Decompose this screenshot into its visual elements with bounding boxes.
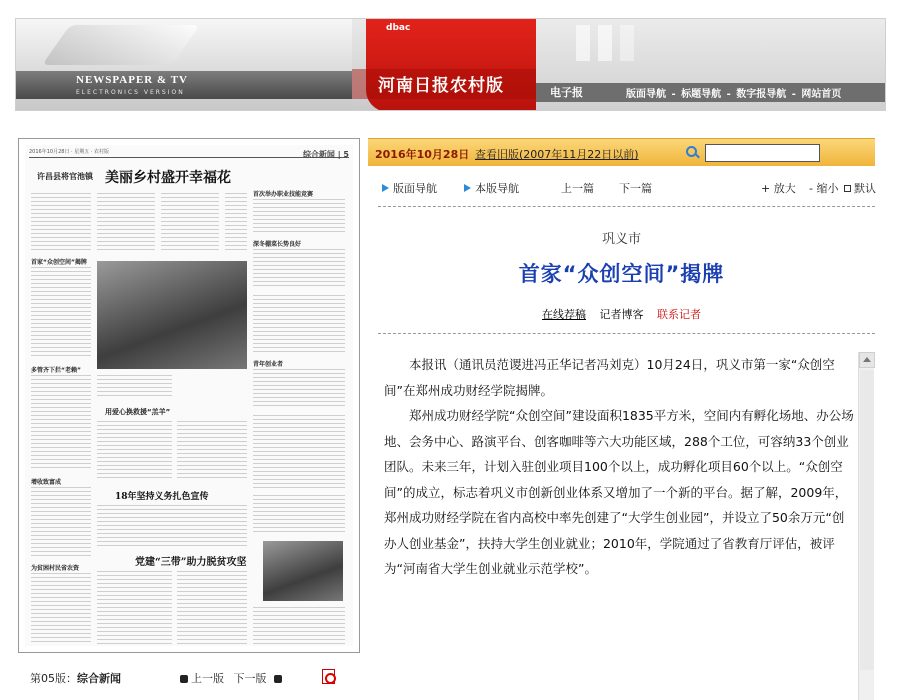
date-bar bbox=[368, 138, 875, 166]
banner-nav-links bbox=[626, 85, 843, 100]
newspaper-page bbox=[25, 145, 353, 646]
text-column bbox=[225, 193, 247, 253]
side-headline[interactable]: 增收致富成 bbox=[31, 479, 62, 486]
text-column bbox=[97, 421, 172, 481]
side-headline[interactable]: 为贫困村民省农资 bbox=[31, 565, 80, 572]
news-photo bbox=[97, 261, 247, 369]
nav-title-link[interactable]: 标题导航 bbox=[681, 89, 722, 100]
search-icon[interactable] bbox=[686, 146, 697, 157]
page-number-label: 第05版： bbox=[30, 672, 77, 685]
article-bylines bbox=[368, 306, 875, 322]
default-size-label: 默认 bbox=[854, 182, 876, 195]
square-bullet-icon bbox=[180, 675, 188, 683]
online-submit-link[interactable]: 在线荐稿 bbox=[542, 308, 586, 321]
page-nav-label: 本版导航 bbox=[475, 182, 519, 195]
layout-nav-link[interactable] bbox=[382, 180, 437, 196]
text-column bbox=[253, 607, 345, 645]
contact-reporter-link[interactable]: 联系记者 bbox=[657, 308, 701, 321]
article-body bbox=[384, 352, 856, 582]
article-paragraph: 郑州成功财经学院“众创空间”建设面积1835平方米，空间内有孵化场地、办公场地、会务中心、路演平台、创客咖啡等六大功能区域，288个工位，可容纳33个创业团队。未来三年，计划入驻创业项目100个以上，成功孵化项目60个以上。“众创空间”的成立，标志着巩义市创新创业体系又增加了一个新的平台。据了解，2009年，郑州成功财经学院在省内高校中率先创建了“大学生创业园”，并设立了50余万元“创办人创业基金”，扶持大学生创业就业；2010年，学院通过了省教育厅评估，被评为“河南省大学生创业就业示范学校”。 bbox=[384, 408, 854, 576]
prev-article-link[interactable]: 上一篇 bbox=[561, 182, 594, 195]
text-column bbox=[161, 193, 219, 253]
text-column bbox=[97, 505, 247, 549]
pdf-download-icon[interactable] bbox=[322, 669, 335, 684]
right-headline[interactable]: 首次举办职业技能竞赛 bbox=[253, 191, 314, 198]
arrow-right-icon bbox=[464, 184, 471, 192]
decor-tile bbox=[576, 25, 590, 61]
text-column bbox=[31, 573, 91, 645]
text-column bbox=[31, 267, 91, 359]
scroll-track[interactable] bbox=[860, 370, 874, 670]
banner-tagline: NEWSPAPER & TV bbox=[76, 74, 188, 86]
old-edition-link[interactable]: 查看旧版(2007年11月22日以前) bbox=[475, 148, 639, 161]
nav-layout-link[interactable]: 版面导航 bbox=[626, 89, 666, 100]
news-photo bbox=[263, 541, 343, 601]
decor-tile bbox=[598, 25, 612, 61]
text-column bbox=[253, 249, 345, 289]
nav-home-link[interactable]: 网站首页 bbox=[801, 89, 842, 100]
masthead-section: 综合新闻 | 5 bbox=[302, 150, 349, 159]
text-column bbox=[31, 375, 91, 471]
zoom-out-button[interactable]: - 缩小 bbox=[809, 182, 839, 195]
text-column bbox=[253, 495, 345, 535]
headline-4[interactable]: 用爱心换救援“羔羊” bbox=[105, 408, 171, 416]
text-column bbox=[177, 421, 247, 481]
edition-label: 电子报 bbox=[550, 86, 583, 99]
site-banner bbox=[15, 18, 886, 111]
nav-digital-link[interactable]: 数字报导航 bbox=[736, 89, 787, 100]
text-column bbox=[253, 369, 345, 409]
search-input[interactable] bbox=[705, 144, 820, 162]
headline-3[interactable]: 18年坚持义务扎色宣传 bbox=[115, 492, 209, 502]
text-column bbox=[253, 199, 345, 233]
banner-brand-area bbox=[16, 19, 352, 111]
zoom-in-button[interactable]: + 放大 bbox=[761, 182, 796, 195]
prev-page-link[interactable]: 上一版 bbox=[191, 672, 224, 685]
text-column bbox=[97, 193, 155, 253]
page-section-name: 综合新闻 bbox=[77, 672, 121, 685]
page-footer bbox=[30, 670, 267, 686]
banner-tagline-sub: ELECTRONICS VERSION bbox=[76, 89, 185, 96]
square-bullet-icon bbox=[274, 675, 282, 683]
article-headline: 首家“众创空间”揭牌 bbox=[518, 262, 725, 286]
site-logo: dbac bbox=[386, 23, 411, 33]
side-headline[interactable]: 首家“众创空间”揭牌 bbox=[31, 259, 87, 266]
page-nav-link[interactable] bbox=[464, 180, 519, 196]
divider bbox=[378, 333, 875, 334]
nav-sep: - bbox=[726, 89, 731, 100]
square-icon bbox=[844, 185, 851, 192]
default-size-button[interactable] bbox=[844, 180, 876, 196]
text-column bbox=[253, 295, 345, 355]
next-page-link[interactable]: 下一版 bbox=[233, 672, 267, 685]
next-article-link[interactable]: 下一篇 bbox=[619, 182, 652, 195]
divider bbox=[378, 206, 875, 207]
banner-nav-area bbox=[536, 19, 886, 111]
scroll-up-icon[interactable] bbox=[859, 352, 875, 368]
right-headline[interactable]: 深冬棚菜长势良好 bbox=[253, 241, 302, 248]
nav-sep: - bbox=[671, 89, 676, 100]
text-column bbox=[97, 375, 172, 399]
text-column bbox=[253, 415, 345, 489]
text-column bbox=[31, 193, 91, 253]
arrow-right-icon bbox=[382, 184, 389, 192]
nav-sep: - bbox=[791, 89, 796, 100]
text-column bbox=[177, 571, 247, 645]
article-nav bbox=[378, 180, 878, 196]
reporter-blog-link[interactable]: 记者博客 bbox=[599, 308, 644, 321]
headline-2[interactable]: 党建“三带”助力脱贫攻坚 bbox=[135, 557, 247, 568]
text-column bbox=[97, 571, 172, 645]
article-paragraph: 本报讯（通讯员范谡进冯正华记者冯刘克）10月24日，巩义市第一家“众创空间”在郑州成功财经学院揭牌。 bbox=[384, 357, 835, 398]
newspaper-page-image[interactable] bbox=[18, 138, 360, 653]
page-masthead bbox=[29, 148, 349, 158]
page-pagination bbox=[180, 670, 285, 686]
issue-date: 2016年10月28日 bbox=[375, 148, 470, 161]
article-place: 巩义市 bbox=[601, 232, 641, 247]
paper-graphic bbox=[42, 25, 200, 65]
site-title: 河南日报农村版 bbox=[378, 76, 504, 96]
right-headline[interactable]: 青年创业者 bbox=[253, 361, 284, 368]
side-headline[interactable]: 多管齐下拦“老赖” bbox=[31, 367, 81, 374]
decor-tile bbox=[620, 25, 634, 61]
article-scrollbar[interactable] bbox=[858, 352, 874, 700]
main-headline[interactable]: 美丽乡村盛开幸福花 bbox=[105, 170, 231, 186]
kicker[interactable]: 许昌县将官池镇 bbox=[37, 172, 93, 181]
text-column bbox=[31, 487, 91, 557]
banner-title-area bbox=[352, 19, 536, 111]
layout-nav-label: 版面导航 bbox=[393, 182, 437, 195]
masthead-date: 2016年10月28日 · 星期五 · 农村版 bbox=[29, 149, 109, 155]
